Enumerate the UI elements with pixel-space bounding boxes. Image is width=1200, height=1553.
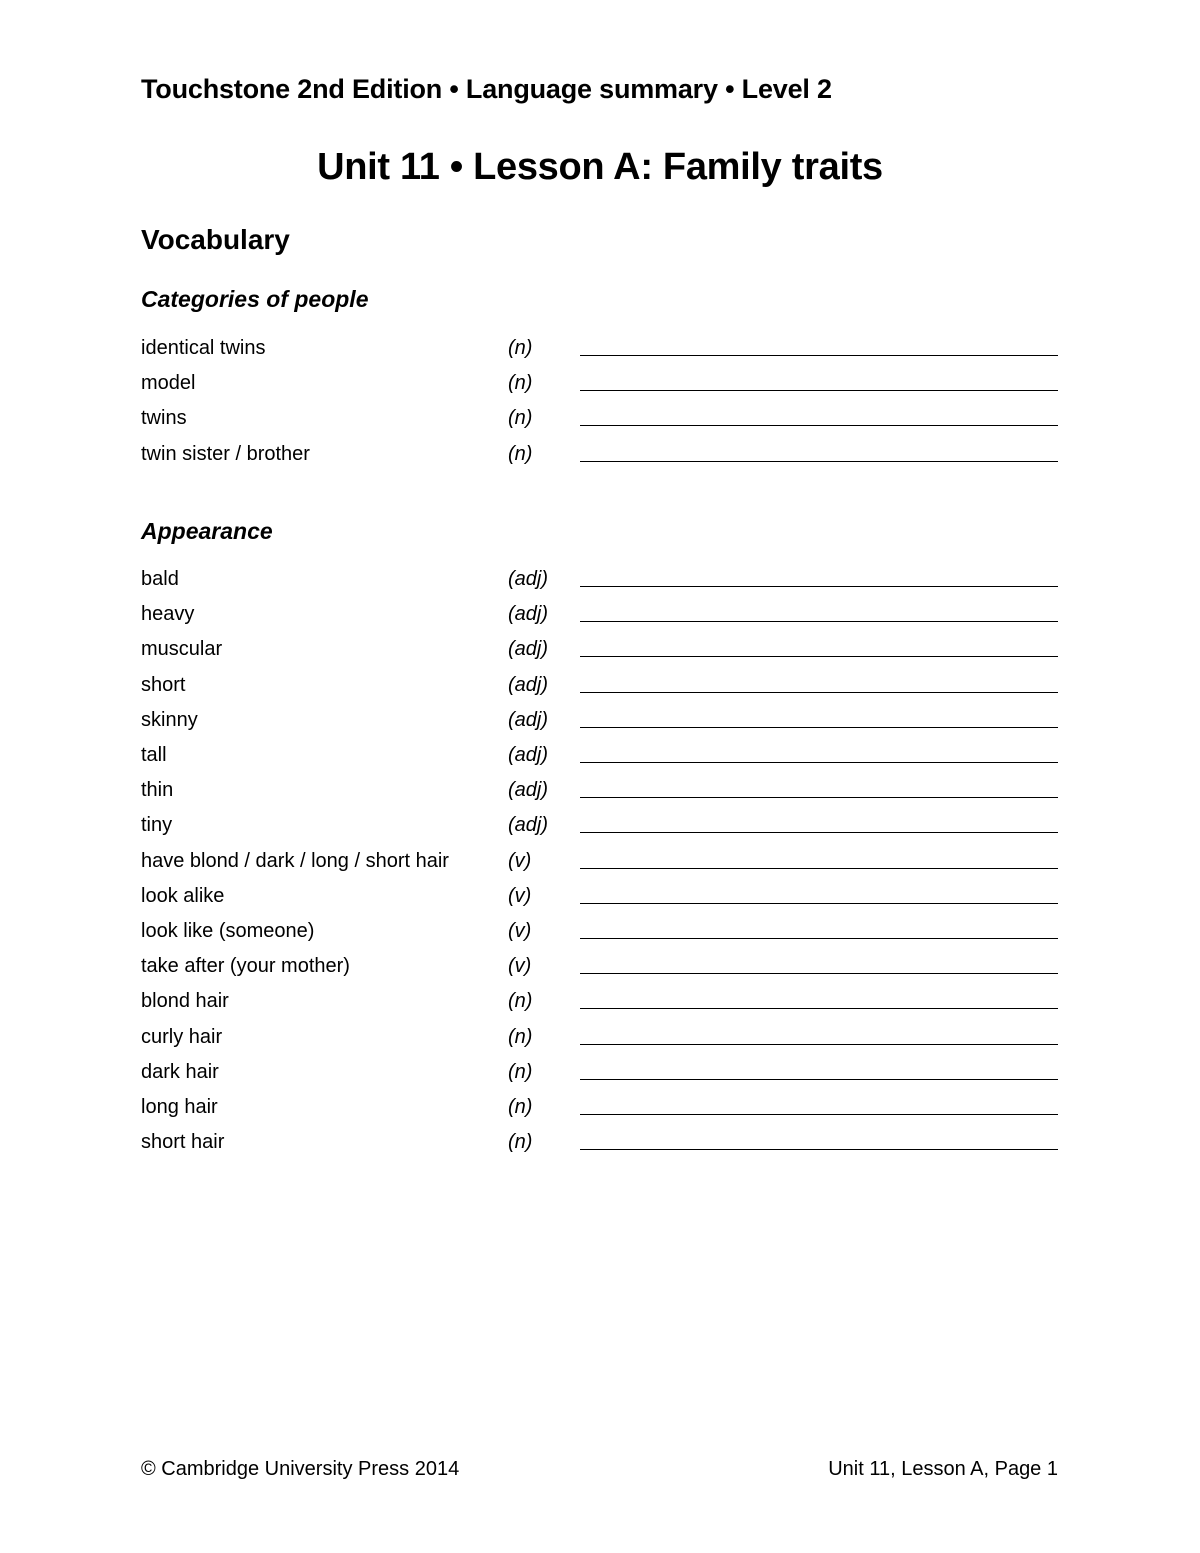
vocab-row — [0, 567, 1200, 602]
vocab-word: muscular — [141, 638, 223, 661]
part-of-speech: (n) — [508, 442, 533, 465]
vocab-word: bald — [141, 568, 179, 590]
part-of-speech: (n) — [508, 1025, 533, 1048]
answer-line — [580, 1149, 1058, 1150]
vocab-row — [0, 954, 1200, 989]
vocab-row — [0, 708, 1200, 743]
vocab-word: blond hair — [141, 990, 229, 1013]
answer-line — [580, 903, 1058, 904]
answer-line — [580, 762, 1058, 763]
answer-line — [580, 1079, 1058, 1080]
answer-line — [580, 390, 1058, 391]
answer-line — [580, 938, 1058, 939]
answer-line — [580, 973, 1058, 974]
vocab-row — [0, 406, 1200, 441]
part-of-speech: (adj) — [508, 744, 549, 766]
vocab-row — [0, 1095, 1200, 1130]
part-of-speech: (n) — [508, 1096, 533, 1118]
vocab-word: thin — [141, 779, 174, 802]
part-of-speech: (n) — [508, 372, 533, 395]
subsection-title-appearance: Appearance — [141, 518, 273, 544]
vocab-row — [0, 1130, 1200, 1165]
answer-line — [580, 797, 1058, 798]
answer-line — [580, 692, 1058, 693]
answer-line — [580, 868, 1058, 869]
part-of-speech: (v) — [508, 955, 532, 978]
vocab-row — [0, 989, 1200, 1024]
vocab-row — [0, 1025, 1200, 1060]
vocab-word: have blond / dark / long / short hair — [141, 849, 449, 872]
part-of-speech: (adj) — [508, 779, 549, 802]
vocab-word: look like (someone) — [141, 920, 315, 942]
vocab-row — [0, 336, 1200, 371]
vocab-row — [0, 743, 1200, 778]
part-of-speech: (n) — [508, 990, 533, 1013]
part-of-speech: (adj) — [508, 673, 549, 696]
vocab-word: skinny — [141, 708, 198, 731]
vocab-word: tiny — [141, 814, 173, 837]
answer-line — [580, 621, 1058, 622]
answer-line — [580, 727, 1058, 728]
vocab-row — [0, 602, 1200, 637]
answer-line — [580, 1008, 1058, 1009]
vocab-word: twins — [141, 407, 187, 430]
vocab-word: twin sister / brother — [141, 442, 310, 465]
subsection-title-categories: Categories of people — [141, 286, 369, 312]
vocab-row — [0, 813, 1200, 848]
part-of-speech: (n) — [508, 337, 533, 359]
vocab-row — [0, 1060, 1200, 1095]
vocab-word: short hair — [141, 1131, 225, 1154]
vocab-row — [0, 919, 1200, 954]
vocab-row — [0, 884, 1200, 919]
answer-line — [580, 461, 1058, 462]
document-header: Touchstone 2nd Edition • Language summary • Level 2 — [141, 74, 832, 104]
section-title-vocabulary: Vocabulary — [141, 224, 290, 255]
answer-line — [580, 355, 1058, 356]
part-of-speech: (adj) — [508, 708, 549, 731]
vocab-word: model — [141, 372, 196, 395]
page-title: Unit 11 • Lesson A: Family traits — [317, 146, 883, 188]
part-of-speech: (n) — [508, 1060, 533, 1083]
part-of-speech: (adj) — [508, 814, 549, 837]
answer-line — [580, 1114, 1058, 1115]
vocab-row — [0, 442, 1200, 477]
part-of-speech: (n) — [508, 407, 533, 430]
vocab-row — [0, 778, 1200, 813]
footer-copyright: © Cambridge University Press 2014 — [141, 1458, 460, 1480]
vocab-row — [0, 673, 1200, 708]
vocab-row — [0, 637, 1200, 672]
vocab-word: tall — [141, 744, 167, 766]
answer-line — [580, 656, 1058, 657]
vocab-word: heavy — [141, 603, 195, 626]
vocab-word: look alike — [141, 884, 225, 907]
vocab-word: curly hair — [141, 1025, 223, 1048]
part-of-speech: (adj) — [508, 568, 549, 590]
vocab-row — [0, 849, 1200, 884]
part-of-speech: (v) — [508, 884, 532, 907]
vocab-word: dark hair — [141, 1060, 219, 1083]
vocab-row — [0, 371, 1200, 406]
answer-line — [580, 1044, 1058, 1045]
part-of-speech: (v) — [508, 920, 532, 942]
part-of-speech: (adj) — [508, 638, 549, 661]
vocab-word: short — [141, 673, 186, 696]
answer-line — [580, 425, 1058, 426]
vocab-word: identical twins — [141, 337, 266, 359]
part-of-speech: (adj) — [508, 603, 549, 626]
vocab-word: long hair — [141, 1096, 218, 1118]
answer-line — [580, 832, 1058, 833]
answer-line — [580, 586, 1058, 587]
footer-page-ref: Unit 11, Lesson A, Page 1 — [828, 1458, 1058, 1480]
part-of-speech: (n) — [508, 1131, 533, 1154]
vocab-word: take after (your mother) — [141, 955, 350, 978]
part-of-speech: (v) — [508, 849, 532, 872]
